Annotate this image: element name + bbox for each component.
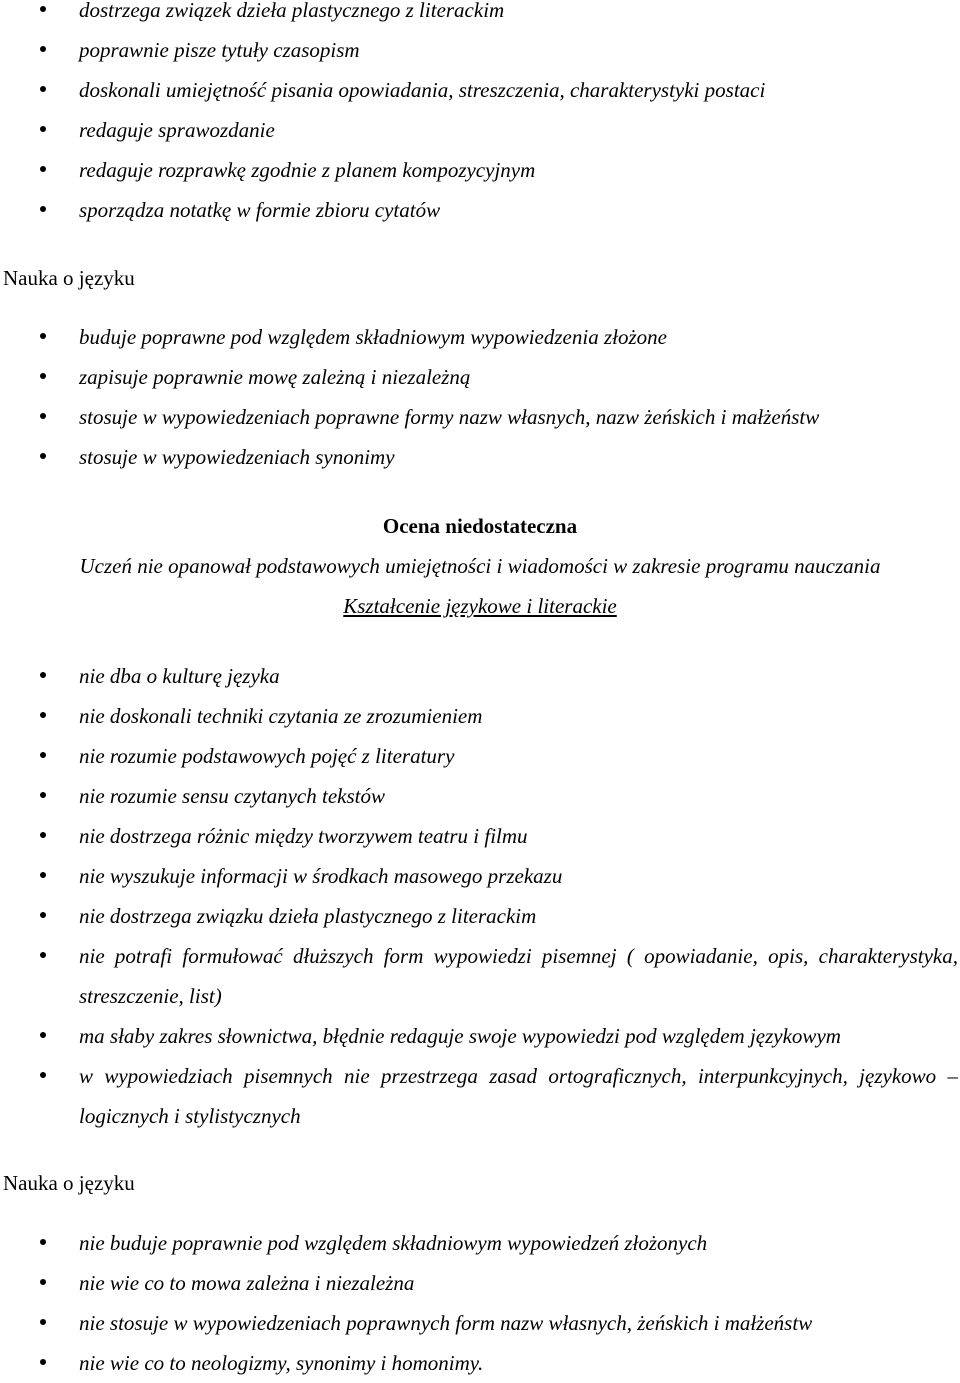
bullet-icon (40, 712, 46, 718)
list-item-text: buduje poprawne pod względem składniowym wypowiedzenia złożone (79, 325, 667, 349)
list-item-text: nie wyszukuje informacji w środkach masowego przekazu (79, 864, 563, 888)
bullet-icon (40, 1359, 46, 1365)
list-item (0, 1223, 960, 1263)
bullet-icon (40, 86, 46, 92)
list-item-text: nie buduje poprawnie pod względem składniowym wypowiedzeń złożonych (79, 1231, 708, 1255)
bullet-icon (40, 6, 46, 12)
list-item (0, 70, 960, 110)
list-item-text: nie wie co to neologizmy, synonimy i homonimy. (79, 1351, 484, 1375)
bullet-icon (40, 752, 46, 758)
list-item-text: sporządza notatkę w formie zbioru cytatów (79, 198, 441, 222)
list-item (0, 317, 960, 357)
list-item-text: dostrzega związek dzieła plastycznego z literackim (79, 0, 505, 22)
list-item-text: stosuje w wypowiedzeniach poprawne formy nazw własnych, nazw żeńskich i małżeństw (79, 405, 820, 429)
list-item-text: nie dba o kulturę języka (79, 664, 280, 688)
bullet-icon (40, 1072, 46, 1078)
list-item-text: redaguje rozprawkę zgodnie z planem kompozycyjnym (79, 158, 536, 182)
bullet-icon (40, 672, 46, 678)
bullet-icon (40, 792, 46, 798)
list-item-text: nie wie co to mowa zależna i niezależna (79, 1271, 415, 1295)
list-item-text: nie doskonali techniki czytania ze zrozumieniem (79, 704, 483, 728)
list-item (0, 856, 960, 896)
grade-title: Ocena niedostateczna (382, 514, 578, 538)
bullet-icon (40, 952, 46, 958)
bullet-icon (40, 166, 46, 172)
language-deficits-list (0, 1223, 960, 1383)
bullet-icon (40, 872, 46, 878)
list-item (0, 357, 960, 397)
list-item (0, 397, 960, 437)
bullet-icon (40, 206, 46, 212)
subsection-heading: Kształcenie językowe i literackie (343, 594, 617, 618)
list-item-text: nie stosuje w wypowiedzeniach poprawnych form nazw własnych, żeńskich i małżeństw (79, 1311, 813, 1335)
list-item (0, 437, 960, 477)
list-item-text: nie dostrzega różnic między tworzywem teatru i filmu (79, 824, 528, 848)
list-item (0, 696, 960, 736)
list-item-text: nie dostrzega związku dzieła plastycznego z literackim (79, 904, 537, 928)
list-item (0, 150, 960, 190)
bullet-icon (40, 1319, 46, 1325)
list-item-text: stosuje w wypowiedzeniach synonimy (79, 445, 395, 469)
list-item-text: zapisuje poprawnie mowę zależną i niezależną (79, 365, 471, 389)
list-item (0, 936, 960, 1016)
list-item (0, 1056, 960, 1136)
bullet-icon (40, 1032, 46, 1038)
list-item (0, 110, 960, 150)
list-item (0, 896, 960, 936)
bullet-icon (40, 912, 46, 918)
list-item (0, 1016, 960, 1056)
list-item (0, 190, 960, 230)
list-item (0, 816, 960, 856)
list-item (0, 656, 960, 696)
list-item-text: redaguje sprawozdanie (79, 118, 275, 142)
grade-intro: Uczeń nie opanował podstawowych umiejętności i wiadomości w zakresie programu nauczania (79, 554, 881, 578)
list-item-text: ma słaby zakres słownictwa, błędnie redaguje swoje wypowiedzi pod względem językowym (79, 1024, 841, 1048)
bullet-icon (40, 832, 46, 838)
bullet-icon (40, 333, 46, 339)
list-item-text: doskonali umiejętność pisania opowiadania, streszczenia, charakterystyki postaci (79, 78, 766, 102)
bullet-icon (40, 453, 46, 459)
deficits-list (0, 656, 960, 1136)
list-item-text: nie rozumie sensu czytanych tekstów (79, 784, 385, 808)
list-item (0, 776, 960, 816)
list-item (0, 1263, 960, 1303)
bullet-icon (40, 126, 46, 132)
list-item (0, 1303, 960, 1343)
list-item-text: poprawnie pisze tytuły czasopism (79, 38, 360, 62)
bullet-icon (40, 373, 46, 379)
list-item (0, 0, 960, 30)
skills-list-1 (0, 0, 960, 230)
bullet-icon (40, 46, 46, 52)
bullet-icon (40, 413, 46, 419)
bullet-icon (40, 1239, 46, 1245)
list-item (0, 736, 960, 776)
bullet-icon (40, 1279, 46, 1285)
list-item (0, 1343, 960, 1383)
list-item-text: nie potrafi formułować dłuższych form wypowiedzi pisemnej ( opowiadanie, opis, charakterystyka, streszczenie, list) (79, 944, 958, 1008)
list-item (0, 30, 960, 70)
skills-list-2 (0, 317, 960, 477)
list-item-text: w wypowiedziach pisemnych nie przestrzega zasad ortograficznych, interpunkcyjnych, językowo – logicznych i stylistycznych (79, 1064, 958, 1128)
section-heading-language-2: Nauka o języku (3, 1171, 135, 1195)
section-heading-language: Nauka o języku (3, 266, 135, 290)
list-item-text: nie rozumie podstawowych pojęć z literatury (79, 744, 455, 768)
